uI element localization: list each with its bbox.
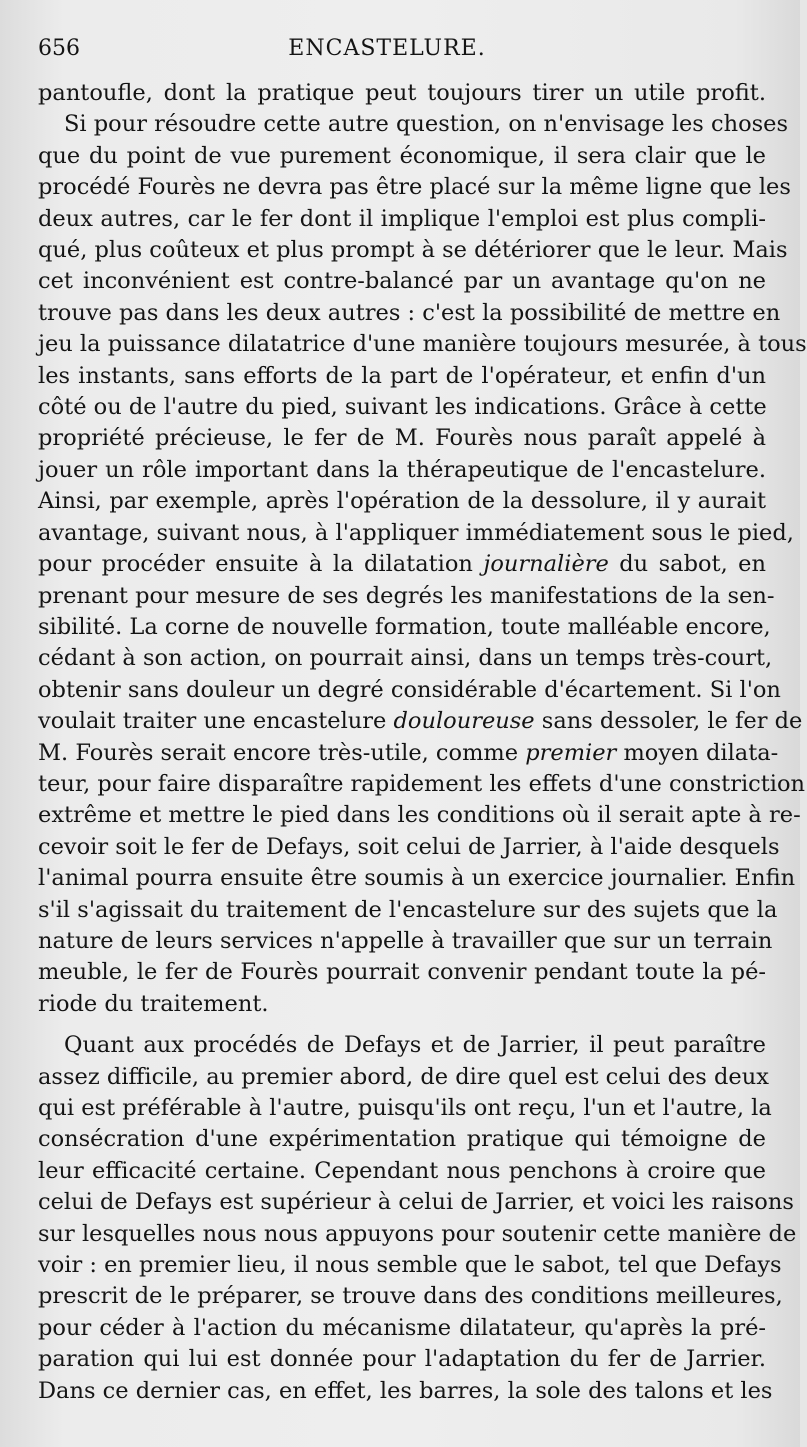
italic-text: premier: [525, 739, 617, 766]
text-line: [38, 1344, 766, 1375]
text-line: [38, 863, 796, 894]
text-segment: voir : en premier lieu, il nous semble que le sabot, tel que Defays: [38, 1252, 782, 1279]
text-line: [38, 895, 778, 926]
text-line: [38, 738, 779, 769]
text-segment: du sabot, en: [608, 551, 766, 578]
text-line: [38, 361, 766, 392]
text-segment: procédé Fourès ne devra pas être placé sur la même ligne que les: [38, 174, 791, 201]
text-line: [38, 1281, 783, 1312]
text-segment: M. Fourès serait encore très-utile, comme: [38, 739, 526, 766]
italic-text: douloureuse: [393, 708, 535, 735]
text-segment: s'il s'agissait du traitement de l'encastelure sur des sujets que la: [38, 896, 778, 923]
text-segment: Quant aux procédés de Defays et de Jarrier, il peut paraître: [64, 1032, 766, 1059]
text-line: [38, 1219, 797, 1250]
text-segment: paration qui lui est donnée pour l'adaptation du fer de Jarrier.: [38, 1346, 766, 1373]
text-line: [38, 1093, 772, 1124]
text-segment: nature de leurs services n'appelle à travailler que sur un terrain: [38, 927, 773, 954]
text-line: [38, 1156, 766, 1187]
text-segment: leur efficacité certaine. Cependant nous penchons à croire que: [38, 1157, 766, 1184]
text-line: [38, 329, 807, 360]
text-line: [38, 706, 803, 737]
text-segment: Dans ce dernier cas, en effet, les barres, la sole des talons et les: [38, 1377, 773, 1404]
text-segment: pantoufle, dont la pratique peut toujours tirer un utile profit.: [38, 80, 766, 106]
text-line: [38, 1030, 766, 1061]
text-segment: pour procéder ensuite à la dilatation: [38, 551, 484, 578]
text-segment: sans dessoler, le fer de: [534, 708, 803, 735]
text-segment: jeu la puissance dilatatrice d'une manière toujours mesurée, à tous: [38, 331, 807, 358]
text-line: [38, 235, 788, 266]
text-segment: obtenir sans douleur un degré considérable d'écartement. Si l'on: [38, 676, 781, 703]
text-segment: que du point de vue purement économique, il sera clair que le: [38, 142, 766, 169]
text-line: [38, 612, 771, 643]
text-line: [38, 675, 781, 706]
text-segment: les instants, sans efforts de la part de l'opérateur, et enfin d'un: [38, 362, 766, 389]
text-segment: consécration d'une expérimentation pratique qui témoigne de: [38, 1126, 766, 1153]
text-segment: jouer un rôle important dans la thérapeutique de l'encastelure.: [38, 456, 766, 483]
text-line: [38, 266, 766, 297]
text-line: [38, 78, 766, 109]
text-line: [38, 423, 766, 454]
text-segment: cet inconvénient est contre-balancé par un avantage qu'on ne: [38, 268, 766, 295]
text-line: [38, 989, 766, 1020]
text-line: [38, 455, 766, 486]
text-segment: cevoir soit le fer de Defays, soit celui de Jarrier, à l'aide desquels: [38, 833, 780, 860]
text-segment: l'animal pourra ensuite être soumis à un exercice journalier. Enfin: [38, 865, 796, 892]
text-line: [38, 957, 766, 988]
text-segment: deux autres, car le fer dont il implique l'emploi est plus compli-: [38, 205, 766, 232]
text-segment: Si pour résoudre cette autre question, on n'envisage les choses: [64, 111, 789, 138]
text-segment: celui de Defays est supérieur à celui de Jarrier, et voici les raisons: [38, 1189, 794, 1216]
text-segment: côté ou de l'autre du pied, suivant les indications. Grâce à cette: [38, 394, 767, 421]
text-line: [38, 392, 766, 423]
text-line: [38, 800, 801, 831]
text-segment: extrême et mettre le pied dans les conditions où il serait apte à re-: [38, 802, 801, 829]
text-segment: cédant à son action, on pourrait ainsi, dans un temps très-court,: [38, 645, 773, 672]
text-line: [38, 486, 766, 517]
text-segment: sur lesquelles nous nous appuyons pour soutenir cette manière de: [38, 1220, 797, 1247]
text-segment: voulait traiter une encastelure: [38, 708, 394, 735]
text-line: [38, 172, 791, 203]
page-number: 656: [38, 36, 80, 61]
text-line: [38, 298, 781, 329]
body-text: [38, 78, 807, 1407]
text-line: [38, 1250, 782, 1281]
text-line: [38, 518, 794, 549]
running-head: ENCASTELURE.: [288, 36, 486, 61]
text-segment: teur, pour faire disparaître rapidement les effets d'une constriction: [38, 770, 806, 797]
text-segment: qué, plus coûteux et plus prompt à se détériorer que le leur. Mais: [38, 237, 788, 264]
text-line: [38, 109, 789, 140]
text-line: [38, 832, 780, 863]
text-segment: assez difficile, au premier abord, de dire quel est celui des deux: [38, 1063, 769, 1090]
text-segment: qui est préférable à l'autre, puisqu'ils ont reçu, l'un et l'autre, la: [38, 1095, 772, 1121]
text-segment: prenant pour mesure de ses degrés les manifestations de la sen-: [38, 582, 775, 609]
text-line: [38, 1187, 794, 1218]
text-line: [38, 1124, 766, 1155]
italic-text: journalière: [483, 551, 609, 578]
text-line: [38, 204, 766, 235]
text-segment: meuble, le fer de Fourès pourrait convenir pendant toute la pé-: [38, 959, 766, 986]
text-segment: pour céder à l'action du mécanisme dilatateur, qu'après la pré-: [38, 1314, 766, 1341]
text-line: [38, 581, 775, 612]
text-segment: sibilité. La corne de nouvelle formation, toute malléable encore,: [38, 613, 771, 640]
text-line: [38, 926, 773, 957]
text-line: [38, 769, 806, 800]
text-line: [38, 141, 766, 172]
text-line: [38, 643, 773, 674]
page-header: [38, 36, 766, 78]
text-segment: riode du traitement.: [38, 990, 269, 1017]
text-segment: prescrit de le préparer, se trouve dans des conditions meilleures,: [38, 1283, 783, 1310]
text-segment: trouve pas dans les deux autres : c'est la possibilité de mettre en: [38, 299, 781, 326]
text-segment: moyen dilata-: [616, 739, 779, 766]
text-line: [38, 549, 766, 580]
text-line: [38, 1062, 769, 1093]
text-segment: Ainsi, par exemple, après l'opération de la dessolure, il y aurait: [38, 488, 766, 515]
text-segment: propriété précieuse, le fer de M. Fourès nous paraît appelé à: [38, 425, 766, 452]
text-segment: avantage, suivant nous, à l'appliquer immédiatement sous le pied,: [38, 519, 794, 546]
text-line: [38, 1313, 766, 1344]
text-line: [38, 1376, 773, 1407]
